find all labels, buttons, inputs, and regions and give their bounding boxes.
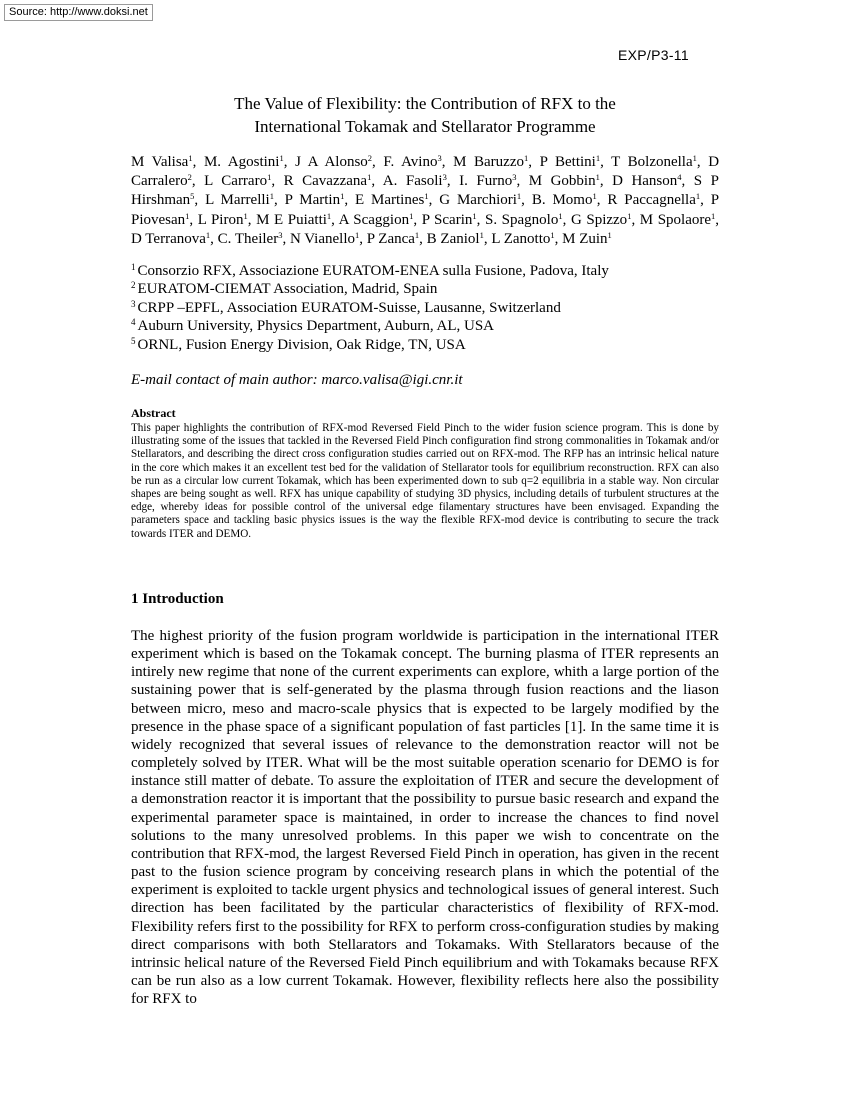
affiliation-item (131, 262, 609, 280)
affiliation-number: 1 (131, 262, 136, 272)
author-affiliation-mark: 1 (185, 210, 190, 221)
affiliation-text: EURATOM-CIEMAT Association, Madrid, Spain (137, 281, 438, 298)
author-name: G Spizzo$^1$ (570, 210, 632, 228)
author-name: R Cavazzana$^1$ (283, 172, 372, 190)
paper-code: EXP/P3-11 (618, 47, 689, 63)
author-name: D Hanson$^4$ (612, 172, 682, 190)
author-affiliation-mark: 1 (340, 191, 345, 202)
author-name: L Carraro$^1$ (204, 172, 272, 190)
source-label: Source: http://www.doksi.net (4, 4, 153, 21)
affiliation-text: CRPP –EPFL, Association EURATOM-Suisse, Lausanne, Switzerland (137, 299, 561, 316)
author-affiliation-mark: 1 (243, 210, 248, 221)
paper-title-line-1: The Value of Flexibility: the Contribution of RFX to the (234, 94, 616, 113)
author-name: P Zanca$^1$ (366, 229, 420, 247)
author-affiliation-mark: 1 (595, 153, 601, 163)
author-name: L Zanotto$^1$ (491, 229, 555, 247)
section-heading-introduction: 1 Introduction (131, 591, 224, 607)
affiliation-list (131, 262, 609, 354)
author-name: A. Fasoli$^3$ (382, 172, 447, 190)
author-affiliation-mark: 2 (367, 153, 373, 163)
author-name: J A Alonso$^2$ (295, 153, 373, 170)
author-name: A Scaggion$^1$ (338, 210, 414, 228)
author-affiliation-mark: 1 (188, 153, 193, 163)
affiliation-text: Auburn University, Physics Department, Auburn, AL, USA (137, 318, 494, 335)
author-affiliation-mark: 1 (205, 229, 211, 240)
author-name: C. Theiler$^3$ (217, 229, 283, 247)
author-affiliation-mark: 1 (267, 172, 272, 183)
author-affiliation-mark: 1 (279, 153, 284, 163)
author-affiliation-mark: 3 (278, 229, 283, 240)
author-affiliation-mark: 1 (472, 210, 477, 221)
author-name: N Vianello$^1$ (289, 229, 360, 247)
author-affiliation-mark: 3 (442, 172, 447, 183)
author-affiliation-mark: 2 (187, 172, 192, 183)
introduction-text: The highest priority of the fusion program worldwide is participation in the international ITER experiment which is based on the Tokamak concept. The burning plasma of ITER represents an intirely new regime that none of the current experiments can explore, whith a large portion of the sustaining power that is self-generated by the plasma through fusion reactions and the liason between micro, meso and macro-scale physics that is expected to be largely modified by the presence in the phase space of a significant population of fast particles [1]. In the same time it is widely recognized that several issues of relevance to the demonstration reactor will not be completely solved by ITER. What will be the most suitable operation scenario for DEMO is for instance still matter of debate. To assure the exploitation of ITER and secure the development of a demonstration reactor it is important that the possibility to pursue basic research and expand the experimental parameter space is maintained, in order to increase the chances to find novel solutions to the many unresolved problems. In this paper we wish to concentrate on the contribution that RFX-mod, the largest Reversed Field Pinch in operation, has given in the recent past to the fusion science program by conceiving research plans in which the potential of the experiment is exploited to tackle urgent physics and technological issues of general interest. Such direction has been facilitated by the particular characteristics of flexibility of RFX-mod. Flexibility refers first to the possibility for RFX to perform cross-configuration studies by making direct comparisons with both Stellarators and Tokamaks. With Stellarators because of the intrinsic helical nature of the Reversed Field Pinch equilibrium and with Tokamaks because RFX can be run also as a low current Tokamak. However, flexibility reflects here also the possibility for RFX to (131, 628, 719, 1008)
author-name: P Bettini$^1$ (539, 153, 601, 170)
author-name: M Baruzzo$^1$ (453, 153, 529, 170)
author-affiliation-mark: 1 (409, 210, 414, 221)
affiliation-item (131, 317, 609, 335)
contact-email: E-mail contact of main author: marco.valisa@igi.cnr.it (131, 372, 463, 388)
affiliation-text: Consorzio RFX, Associazione EURATOM-ENEA sulla Fusione, Padova, Italy (137, 263, 609, 279)
author-affiliation-mark: 1 (692, 153, 697, 163)
author-affiliation-mark: 1 (695, 191, 701, 202)
affiliation-item (131, 280, 609, 298)
author-name: L Marrelli$^1$ (205, 191, 274, 209)
affiliation-number: 4 (131, 317, 136, 328)
author-name: P Piovesan$^1$ (131, 192, 720, 228)
author-name: F. Avino$^3$ (383, 153, 442, 170)
author-affiliation-mark: 4 (677, 172, 682, 183)
author-name: G Marchiori$^1$ (439, 191, 522, 209)
author-name: S P Hirshman$^5$ (131, 173, 719, 209)
author-name: M Gobbin$^1$ (528, 172, 600, 190)
author-affiliation-mark: 1 (592, 191, 597, 202)
author-affiliation-mark: 1 (595, 172, 600, 183)
author-affiliation-mark: 1 (326, 210, 332, 221)
author-list: M Valisa$^1$, M. Agostini$^1$, J A Alonso$^2$, F. Avino$^3$, M Baruzzo$^1$, P Bettini$^1$, T Bolzonella$^1$, D Carralero$^2$, L Carraro$^1$, R Cavazzana$^1$, A. Fasoli$^3$, I. Furno$^3$, M Gobbin$^1$, D Hanson$^4$, S P Hirshman$^5$, L Marrelli$^1$, P Martin$^1$, E Martines$^1$, G Marchiori$^1$, B. Momo$^1$, R Paccagnella$^1$, P Piovesan$^1$, L Piron$^1$, M E Puiatti$^1$, A Scaggion$^1$, P Scarin$^1$, S. Spagnolo$^1$, G Spizzo$^1$, M Spolaore$^1$, D Terranova$^1$, C. Theiler$^3$, N Vianello$^1$, P Zanca$^1$, B Zaniol$^1$, L Zanotto$^1$, M Zuin$^1$ (131, 153, 720, 247)
author-affiliation-mark: 5 (190, 191, 195, 202)
author-name: T Bolzonella$^1$ (611, 153, 697, 170)
author-affiliation-mark: 1 (516, 191, 522, 202)
author-name: R Paccagnella$^1$ (607, 191, 701, 209)
author-name: M Spolaore$^1$ (639, 210, 716, 228)
author-affiliation-mark: 1 (607, 229, 612, 240)
author-name: B. Momo$^1$ (531, 191, 597, 209)
author-name: M Valisa$^1$ (131, 153, 193, 170)
affiliation-item (131, 299, 609, 317)
affiliation-number: 2 (131, 280, 136, 291)
abstract-text: This paper highlights the contribution of RFX-mod Reversed Field Pinch to the wider fusion science program. This is done by illustrating some of the issues that tackled in the Reversed Field Pinch configuration find strong commonalities in Tokamak and/or Stellarators, and describing the direct cross configuration studies carried out on RFX-mod. The RFP has an intrinsic helical nature in the core which makes it an excellent test bed for the validation of Stellarator tools for equilibrium reconstruction. RFX can also be run as a circular low current Tokamak, which has been experimented down to sub q=2 equilibria in a stable way. Non circular shapes are being sought as well. RFX has unique capability of studying 3D physics, including details of turbulent structures at the edge, whereby ideas for possible control of the universal edge filamentary structures have been envisaged. Expanding the parameters space and tackling basic physics issues is the way the flexible RFX-mod device is contributing to secure the track towards ITER and DEMO. (131, 422, 719, 540)
author-affiliation-mark: 1 (550, 229, 555, 240)
author-affiliation-mark: 1 (269, 191, 274, 202)
affiliation-text: ORNL, Fusion Energy Division, Oak Ridge, TN, USA (137, 336, 466, 353)
abstract-heading: Abstract (131, 406, 176, 420)
author-affiliation-mark: 1 (558, 210, 563, 221)
affiliation-number: 3 (131, 298, 136, 309)
author-affiliation-mark: 1 (524, 153, 529, 163)
author-affiliation-mark: 3 (512, 172, 517, 183)
author-name: P Scarin$^1$ (421, 210, 477, 228)
author-name: I. Furno$^3$ (459, 172, 517, 190)
author-name: E Martines$^1$ (354, 191, 429, 209)
author-name: L Piron$^1$ (197, 210, 248, 228)
affiliation-item (131, 336, 609, 354)
paper-title-line-2: International Tokamak and Stellarator Programme (254, 117, 596, 136)
affiliation-number: 5 (131, 335, 136, 346)
author-affiliation-mark: 1 (367, 172, 372, 183)
author-name: D Carralero$^2$ (131, 154, 720, 190)
author-name: D Terranova$^1$ (131, 229, 211, 247)
author-affiliation-mark: 1 (414, 229, 420, 240)
author-affiliation-mark: 1 (479, 229, 484, 240)
author-affiliation-mark: 1 (355, 229, 360, 240)
author-name: S. Spagnolo$^1$ (484, 210, 563, 228)
author-name: M Zuin$^1$ (562, 229, 612, 247)
author-affiliation-mark: 1 (627, 210, 632, 221)
author-affiliation-mark: 3 (437, 153, 442, 163)
author-name: M E Puiatti$^1$ (256, 210, 332, 228)
author-name: M. Agostini$^1$ (203, 153, 284, 170)
author-affiliation-mark: 1 (711, 210, 716, 221)
author-name: B Zaniol$^1$ (426, 229, 484, 247)
author-name: P Martin$^1$ (284, 191, 345, 209)
author-affiliation-mark: 1 (424, 191, 429, 202)
